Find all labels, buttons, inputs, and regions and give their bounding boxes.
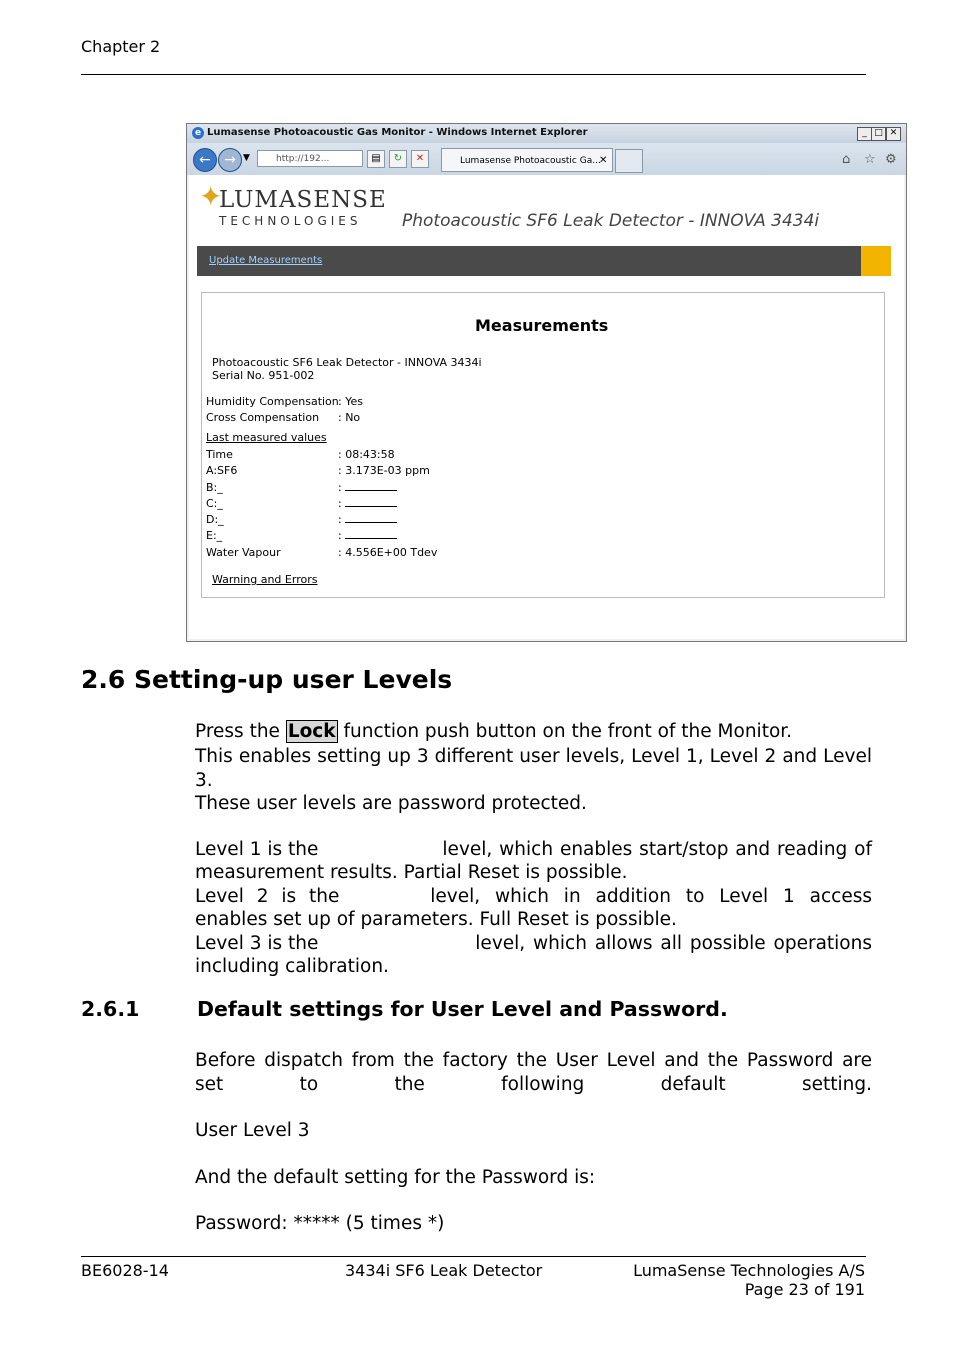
- menu-accent: [861, 246, 891, 276]
- section-heading: 2.6 Setting-up user Levels: [81, 665, 453, 694]
- humidity-label: Humidity Compensation: [206, 395, 339, 408]
- row-value-empty: :: [338, 513, 397, 526]
- level3-line2: including calibration.: [195, 956, 389, 977]
- row-value: : 4.556E+00 Tdev: [338, 546, 438, 559]
- window-title: Lumasense Photoacoustic Gas Monitor - Windows Internet Explorer: [207, 127, 588, 138]
- lock-key-label: Lock: [287, 721, 336, 742]
- paragraph-password-intro: And the default setting for the Password is:: [195, 1167, 596, 1188]
- subsection-heading: 2.6.1 Default settings for User Level and Password.: [81, 997, 728, 1021]
- close-icon[interactable]: ✕: [886, 127, 901, 141]
- app-title: Photoacoustic SF6 Leak Detector - INNOVA 3434i: [402, 211, 820, 231]
- web-page-content: [189, 175, 904, 639]
- logo-main-text: LUMASENSE: [219, 187, 387, 213]
- lumasense-star-icon: ✦: [199, 180, 223, 213]
- row-label: C:_: [206, 497, 223, 510]
- favorites-star-icon[interactable]: ☆: [864, 152, 876, 167]
- back-icon[interactable]: ←: [193, 148, 217, 172]
- ie-icon: e: [192, 127, 204, 139]
- window-titlebar: [187, 124, 906, 143]
- row-value: : 08:43:58: [338, 448, 395, 461]
- footer-doc-id: BE6028-14: [81, 1261, 169, 1280]
- tab-close-icon[interactable]: ✕: [599, 155, 608, 166]
- update-measurements-link[interactable]: Update Measurements: [209, 255, 323, 266]
- row-label: E:_: [206, 529, 223, 542]
- footer-company: LumaSense Technologies A/S: [633, 1261, 865, 1280]
- row-label: A:SF6: [206, 464, 238, 477]
- footer-page: Page 23 of 191: [744, 1280, 865, 1299]
- refresh-icon[interactable]: ↻: [389, 150, 407, 168]
- minimize-icon[interactable]: _: [857, 127, 872, 141]
- measurements-panel: [201, 292, 885, 598]
- device-name: Photoacoustic SF6 Leak Detector - INNOVA 3434i: [212, 356, 482, 369]
- paragraph-lock: Press the Lock function push button on the front of the Monitor.: [195, 721, 793, 742]
- compat-view-icon[interactable]: ▤: [367, 150, 385, 168]
- maximize-icon[interactable]: □: [871, 127, 886, 141]
- paragraph-password-protected: These user levels are password protected.: [195, 793, 587, 814]
- row-value: : 3.173E-03 ppm: [338, 464, 430, 477]
- row-value-empty: :: [338, 497, 397, 510]
- warning-errors-link[interactable]: Warning and Errors: [212, 573, 318, 586]
- menu-bar: [197, 246, 861, 276]
- row-label: B:_: [206, 481, 223, 494]
- level2-line2: enables set up of parameters. Full Reset is possible.: [195, 909, 677, 930]
- row-label: Time: [206, 448, 233, 461]
- home-icon[interactable]: ⌂: [842, 152, 851, 167]
- history-dropdown-icon[interactable]: ▼: [243, 153, 250, 163]
- row-label: D:_: [206, 513, 224, 526]
- navigation-bar: [187, 143, 906, 175]
- paragraph-default-settings: Before dispatch from the factory the User Level and the Password are set to the following default setting.: [195, 1050, 872, 1095]
- cross-label: Cross Compensation: [206, 411, 320, 424]
- stop-icon[interactable]: ✕: [411, 150, 429, 168]
- footer-product: 3434i SF6 Leak Detector: [345, 1261, 543, 1280]
- logo-sub-text: TECHNOLOGIES: [219, 214, 362, 228]
- address-input[interactable]: http://192...: [257, 150, 363, 167]
- chapter-header: Chapter 2: [81, 37, 161, 56]
- paragraph-user-level: User Level 3: [195, 1120, 310, 1141]
- row-label: Water Vapour: [206, 546, 281, 559]
- paragraph-user-levels: This enables setting up 3 different user levels, Level 1, Level 2 and Level 3.: [195, 746, 872, 791]
- row-value-empty: :: [338, 481, 397, 494]
- header-rule: [81, 74, 866, 75]
- level1-line2: measurement results. Partial Reset is possible.: [195, 862, 628, 883]
- paragraph-password: Password: ***** (5 times *): [195, 1213, 445, 1234]
- tab-title: Lumasense Photoacoustic Ga...: [460, 156, 601, 166]
- new-tab-button[interactable]: [615, 149, 643, 173]
- row-value-empty: :: [338, 529, 397, 542]
- serial-number: Serial No. 951-002: [212, 369, 315, 382]
- settings-gear-icon[interactable]: ⚙: [885, 152, 897, 167]
- forward-icon[interactable]: →: [218, 148, 242, 172]
- footer-rule: [81, 1256, 866, 1257]
- cross-value: : No: [338, 411, 361, 424]
- measurements-title: Measurements: [475, 316, 609, 335]
- browser-screenshot: [186, 123, 907, 642]
- humidity-value: : Yes: [338, 395, 363, 408]
- browser-tab[interactable]: [441, 148, 613, 172]
- last-measured-values-link[interactable]: Last measured values: [206, 431, 327, 444]
